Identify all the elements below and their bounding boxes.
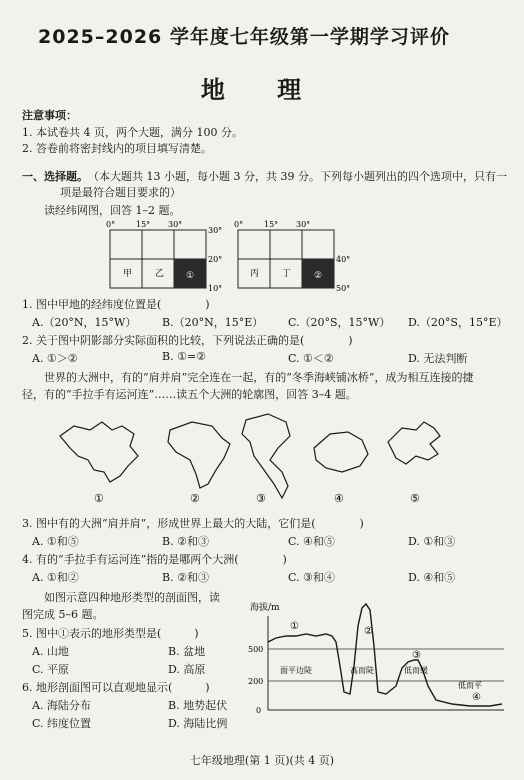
q1-option-d: D.（20°S，15°E） [408, 316, 508, 329]
q3-option-c: C. ④和⑤ [288, 535, 335, 548]
q5-option-a: A. 山地 [32, 645, 69, 658]
q6-option-d: D. 海陆比例 [168, 717, 228, 730]
q1-option-b: B.（20°N，15°E） [162, 316, 264, 329]
profile-region-2: 高而陡 [350, 666, 374, 675]
grid-cell-1: ① [186, 271, 195, 281]
continent-label-4: ④ [334, 492, 344, 505]
section-instruction-1: （本大题共 13 小题，每小题 3 分，共 39 分。下列每小题列出的四个选项中，只有一 [88, 170, 507, 183]
continent-label-3: ③ [256, 492, 266, 505]
profile-circle-3: ③ [412, 650, 421, 661]
profile-circle-4: ④ [472, 692, 481, 703]
q2-option-d: D. 无法判断 [408, 352, 468, 365]
q1-stem: 1. 图中甲地的经纬度位置是( ) [22, 298, 210, 311]
q5-option-b: B. 盆地 [168, 645, 206, 658]
q4-option-c: C. ③和④ [288, 571, 335, 584]
grid-right-right-1: 50° [336, 284, 351, 293]
grid-right-top-1: 15° [264, 220, 279, 229]
passage-line-2: 径，有的“手拉手有运河连”……读五个大洲的轮廓图，回答 3–4 题。 [22, 388, 357, 401]
continent-europe-outline [388, 422, 440, 464]
q6-option-a: A. 海陆分布 [32, 699, 91, 712]
notes-heading: 注意事项： [22, 109, 77, 122]
q2-option-a: A. ①＞② [32, 352, 78, 365]
q5-stem: 5. 图中①表示的地形类型是( ) [22, 627, 199, 640]
grid-right-right-0: 40° [336, 255, 351, 264]
continent-africa-outline [168, 422, 230, 488]
section-heading: 一、选择题。 [22, 170, 88, 183]
q5-option-c: C. 平原 [32, 663, 70, 676]
profile-region-1: 面平边陡 [280, 666, 312, 675]
subject-title: 地 理 [200, 76, 324, 104]
read-intro: 读经纬网图，回答 1–2 题。 [44, 204, 181, 217]
notes-item-1: 1. 本试卷共 4 页，两个大题，满分 100 分。 [22, 126, 243, 139]
q2-option-b: B. ①=② [162, 350, 207, 363]
grid-right-top-2: 30° [296, 220, 311, 229]
continent-outlines [50, 408, 460, 508]
exam-title: 2025–2026 学年度七年级第一学期学习评价 [38, 26, 450, 48]
grid-left-top-0: 0° [106, 220, 116, 229]
profile-region-4: 低而平 [458, 681, 482, 690]
q3-stem: 3. 图中有的大洲“肩并肩”，形成世界上最大的大陆，它们是( ) [22, 517, 364, 530]
grid-left-right-2: 10° [208, 284, 223, 293]
continent-label-1: ① [94, 492, 104, 505]
q4-option-a: A. ①和② [32, 571, 79, 584]
grid-cell-yi: 乙 [155, 269, 165, 279]
q3-option-b: B. ②和③ [162, 535, 209, 548]
grid-map-right [232, 218, 362, 296]
notes-item-2: 2. 答卷前将密封线内的项目填写清楚。 [22, 142, 212, 155]
grid-cell-2: ② [314, 271, 323, 281]
profile-ytick-500: 500 [248, 645, 264, 654]
q3-option-a: A. ①和⑤ [32, 535, 79, 548]
q2-stem: 2. 关于图中阴影部分实际面积的比较，下列说法正确的是( ) [22, 334, 353, 347]
grid-left-top-1: 15° [136, 220, 151, 229]
grid-cell-ding: 丁 [282, 269, 292, 279]
page-footer: 七年级地理(第 1 页)(共 4 页) [189, 754, 335, 767]
q4-stem: 4. 有的“手拉手有运河连”指的是哪两个大洲( ) [22, 553, 287, 566]
profile-terrain-line [268, 604, 502, 706]
profile-region-3: 低而缓 [404, 666, 428, 675]
grid-left-right-0: 30° [208, 226, 223, 235]
q2-option-c: C. ①＜② [288, 352, 334, 365]
grid-map-left [100, 218, 230, 296]
passage2-line-1: 如图示意四种地形类型的剖面图，读 [44, 591, 220, 604]
continent-americas-outline [242, 414, 290, 498]
grid-left-right-1: 20° [208, 255, 223, 264]
profile-circle-2: ② [364, 626, 373, 637]
continent-antarctica-outline [314, 432, 368, 472]
q4-option-b: B. ②和③ [162, 571, 209, 584]
profile-ytick-0: 0 [256, 706, 262, 715]
passage-line-1: 世界的大洲中，有的“肩并肩”完全连在一起，有的“冬季海峡铺冰桥”，成为相互连接的捷 [44, 371, 474, 384]
grid-cell-jia: 甲 [123, 269, 133, 279]
grid-right-top-0: 0° [234, 220, 244, 229]
q6-option-b: B. 地势起伏 [168, 699, 228, 712]
q5-option-d: D. 高原 [168, 663, 206, 676]
grid-left-top-2: 30° [168, 220, 183, 229]
grid-cell-bing: 丙 [250, 269, 260, 279]
continent-label-2: ② [190, 492, 200, 505]
q3-option-d: D. ①和③ [408, 535, 456, 548]
profile-ytick-200: 200 [248, 677, 264, 686]
passage2-line-2: 图完成 5–6 题。 [22, 608, 104, 621]
section-instruction-2: 项是最符合题目要求的） [60, 186, 181, 199]
q6-stem: 6. 地形剖面图可以直观地显示( ) [22, 681, 210, 694]
continent-asia-outline [60, 422, 138, 482]
terrain-profile [246, 596, 508, 726]
profile-ylabel: 海拔/m [250, 603, 280, 613]
q4-option-d: D. ④和⑤ [408, 571, 456, 584]
q6-option-c: C. 纬度位置 [32, 717, 92, 730]
q1-option-a: A.（20°N，15°W） [32, 316, 137, 329]
continent-label-5: ⑤ [410, 492, 420, 505]
q1-option-c: C.（20°S，15°W） [288, 316, 391, 329]
profile-circle-1: ① [290, 621, 299, 632]
